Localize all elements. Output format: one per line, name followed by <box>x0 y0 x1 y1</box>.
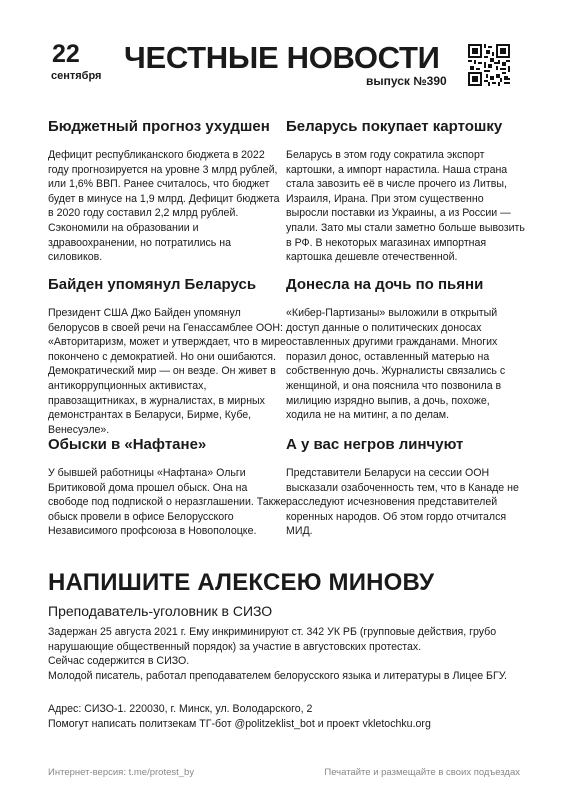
article-title: А у вас негров линчуют <box>286 436 464 453</box>
newspaper-title: ЧЕСТНЫЕ НОВОСТИ <box>124 40 440 75</box>
appeal-body <box>48 625 528 683</box>
article-text: У бывшей работницы «Нафтана» Ольги Бритиковой дома прошел обыск. Она на свободе под подпиской о неразглашении. Также обыск провели в офисе Белорусского Независимого профсоюза в Новополоцке. <box>48 467 287 538</box>
article-title: Обыски в «Нафтане» <box>48 436 207 453</box>
footer-web-link[interactable]: Интернет-версия: t.me/protest_by <box>48 767 195 778</box>
article-budget <box>48 118 288 265</box>
issue-month: сентября <box>51 70 102 82</box>
appeal-bio-text: Молодой писатель, работал преподавателем белорусского языка и литературы в Лицее БГУ. <box>48 669 508 682</box>
appeal-address: Адрес: СИЗО-1. 220030, г. Минск, ул. Володарского, 2 <box>48 703 313 715</box>
article-title: Байден упомянул Беларусь <box>48 276 257 293</box>
appeal-subtitle: Преподаватель-уголовник в СИЗО <box>48 603 273 619</box>
appeal-address-block <box>48 702 528 731</box>
article-text: Представители Беларуси на сессии ООН высказали озабоченность тем, что в Канаде не расследуют исчезновения представителей коренных народов. Об этом гордо отчитался МИД. <box>286 467 519 538</box>
appeal-title: НАПИШИТЕ АЛЕКСЕЮ МИНОВУ <box>48 569 435 596</box>
article-title: Беларусь покупает картошку <box>286 118 503 135</box>
appeal-help: Помогут написать политзекам ТГ-бот @politzeklist_bot и проект vkletochku.org <box>48 717 431 730</box>
article-potatoes <box>286 118 526 265</box>
article-text: «Кибер-Партизаны» выложили в открытый доступ данные о политических доносах оставленных другими гражданами. Многих поразил донос, оставленный матерью на собственную дочь. Журналисты связались с женщиной, и она пояснила что позвонила в милицию изрядно выпив, а дочь, похоже, ходила не на митинг, а по делам. <box>286 307 506 422</box>
qr-code-icon <box>468 44 510 86</box>
article-text: Дефицит республиканского бюджета в 2022 году прогнозируется на уровне 3 млрд рублей, или 1,6% ВВП. Ранее считалось, что бюджет будет в минусе на 1,9 млрд. Дефицит бюджета в 2020 году составил 2,2 млрд рублей. Сэкономили на образовании и здравоохранении, но потратились на силовиков. <box>48 149 280 264</box>
article-naftan <box>48 436 288 539</box>
issue-day: 22 <box>52 40 80 68</box>
footer-note: Печатайте и размещайте в своих подъездах <box>324 767 520 778</box>
article-title: Бюджетный прогноз ухудшен <box>48 118 270 135</box>
issue-number: выпуск №390 <box>366 74 447 88</box>
masthead <box>48 40 518 90</box>
article-text: Президент США Джо Байден упомянул белорусов в своей речи на Генассамблее ООН: «Авторитаризм, может и утверждает, что в мире покончено с демократией. Но они ошибаются. Демократический мир — он везде. Он живет в антикоррупционных активистах, правозащитниках, в журналистах, в мирных демонстрантах в Беларуси, Бирме, Кубе, Венесуэле». <box>48 307 286 436</box>
article-biden <box>48 276 288 437</box>
article-text: Беларусь в этом году сократила экспорт картошки, а импорт нарастила. Наша страна стала завозить её в числе прочего из Литвы, Израиля, Ирана. При этом существенно выросли поставки из Украины, а из России — упали. Зато мы стали заметно больше вывозить в РФ. В некоторых магазинах импортная картошка дешевле отечественной. <box>286 149 525 264</box>
article-un <box>286 436 526 539</box>
appeal-detention-text: Задержан 25 августа 2021 г. Ему инкриминируют ст. 342 УК РБ (групповые действия, грубо нарушающие общественный порядок) за участие в августовских протестах. <box>48 626 497 653</box>
article-title: Донесла на дочь по пьяни <box>286 276 484 293</box>
appeal-status-text: Сейчас содержится в СИЗО. <box>48 655 190 668</box>
article-denunciation <box>286 276 526 423</box>
